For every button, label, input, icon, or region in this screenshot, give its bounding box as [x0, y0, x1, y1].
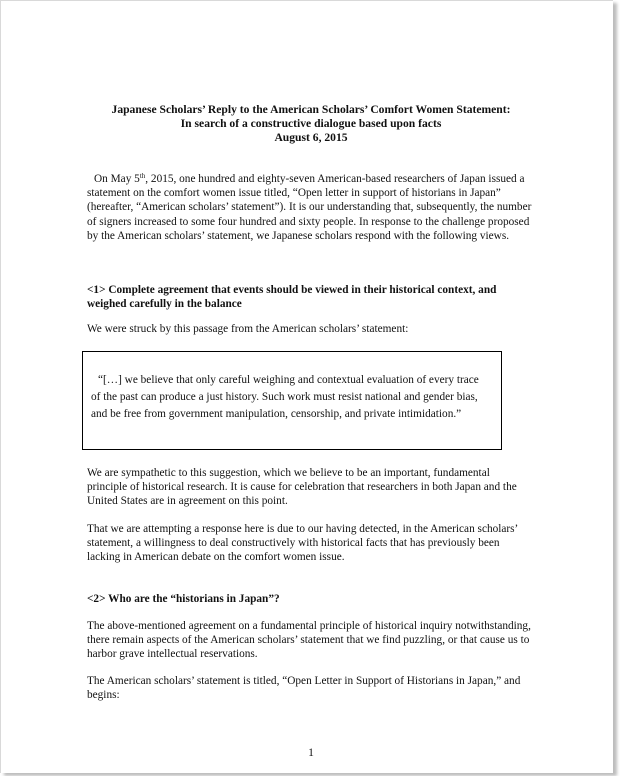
section-1-paragraph-1: We are sympathetic to this suggestion, which we believe to be an important, fundamental principle of historical research. It is cause for celebration that researchers in both Japan and the United States are in agreement on this point. — [87, 467, 517, 508]
intro-paragraph: On May 5th, 2015, one hundred and eighty-seven American-based researchers of Japan issued a statement on the comfort women issue titled, “Open letter in support of historians in Japan” (hereafter, “American scholars’ statement”). It is our understanding that, subsequently, the number of signers increased to some four hundred and sixty people. In response to the challenge proposed by the American scholars’ statement, we Japanese scholars respond with the following views. — [87, 172, 532, 242]
section-2-paragraph-1: The above-mentioned agreement on a fundamental principle of historical inquiry notwithstanding, there remain aspects of the American scholars’ statement that we find puzzling, or that cause us to harbor grave intellectual reservations. — [87, 620, 531, 661]
ordinal-suffix: th — [139, 172, 146, 180]
section-1-heading: <1> Complete agreement that events should be viewed in their historical context, and weighed carefully in the balance — [87, 284, 497, 311]
section-2-paragraph-2: The American scholars’ statement is titled, “Open Letter in Support of Historians in Japan,” and begins: — [87, 675, 521, 702]
section-1-paragraph-2: That we are attempting a response here is due to our having detected, in the American scholars’ statement, a willingness to deal constructively with historical facts that has previously been lacking in American debate on the comfort women issue. — [87, 523, 518, 564]
page-number: 1 — [308, 746, 314, 759]
document-title — [61, 103, 561, 145]
section-1-lead: We were struck by this passage from the American scholars’ statement: — [87, 323, 409, 335]
title-date: August 6, 2015 — [274, 131, 348, 144]
section-2-heading: <2> Who are the “historians in Japan”? — [87, 593, 280, 605]
title-line-2: In search of a constructive dialogue based upon facts — [180, 117, 442, 130]
quote-text: “[…] we believe that only careful weighing and contextual evaluation of every trace of the past can produce a just history. Such work must resist national and gender bias, and be free from government manipulation, censorship, and private intimidation.” — [91, 374, 479, 420]
quote-box — [82, 351, 502, 450]
title-line-1: Japanese Scholars’ Reply to the American Scholars’ Comfort Women Statement: — [111, 103, 511, 116]
